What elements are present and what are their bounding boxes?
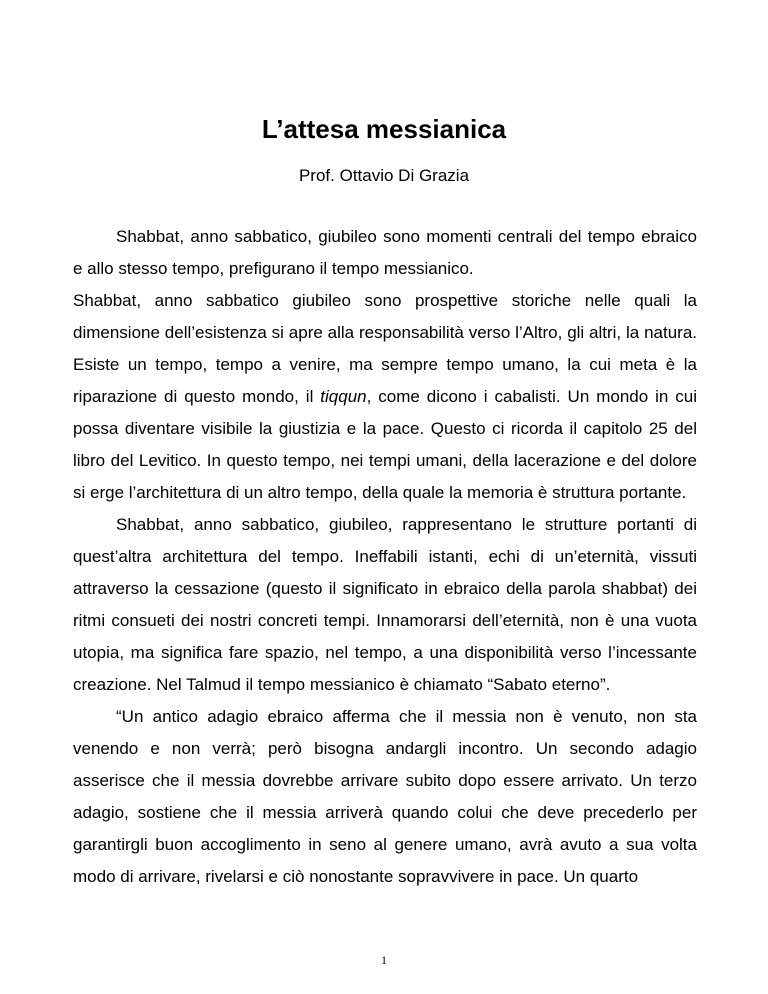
document-body [73,221,697,893]
paragraph-2-italic-term: tiqqun [320,387,367,406]
paragraph-1 [73,221,697,285]
author-line: Prof. Ottavio Di Grazia [298,166,470,185]
page-number: 1 [381,953,387,967]
paragraph-1-text: Shabbat, anno sabbatico, giubileo sono momenti centrali del tempo ebraico e allo stesso tempo, prefigurano il tempo messianico. [73,227,697,278]
paragraph-3 [73,509,697,701]
paragraph-2-text-end: , come dicono i cabalisti. Un mondo in cui possa diventare visibile la giustizia e la pace. Questo ci ricorda il capitolo 25 del libro del Levitico. In questo tempo, nei tempi umani, della lacerazione e del dolore si erge l’architettura di un altro tempo, della quale la memoria è struttura portante. [73,387,698,502]
paragraph-4-text: “Un antico adagio ebraico afferma che il messia non è venuto, non sta venendo e non verrà; però bisogna andargli incontro. Un secondo adagio asserisce che il messia dovrebbe arrivare subito dopo essere arrivato. Un terzo adagio, sostiene che il messia arriverà quando colui che deve precederlo per garantirgli buon accoglimento in seno al genere umano, avrà avuto a sua volta modo di arrivare, rivelarsi e ciò nonostante sopravvivere in pace. Un quarto [73,707,697,886]
paragraph-3-text: Shabbat, anno sabbatico, giubileo, rappresentano le strutture portanti di quest’altra architettura del tempo. Ineffabili istanti, echi di un’eternità, vissuti attraverso la cessazione (questo il significato in ebraico della parola shabbat) dei ritmi consueti dei nostri concreti tempi. Innamorarsi dell’eternità, non è una vuota utopia, ma significa fare spazio, nel tempo, a una disponibilità verso l’incessante creazione. Nel Talmud il tempo messianico è chiamato “Sabato eterno”. [73,515,697,694]
paragraph-4 [73,701,697,893]
page-title: L’attesa messianica [261,114,507,144]
paragraph-2 [73,285,697,509]
paragraph-2-text-start: Shabbat, anno sabbatico giubileo sono prospettive storiche nelle quali la dimensione dell’esistenza si apre alla responsabilità verso l’Altro, gli altri, la natura. Esiste un tempo, tempo a venire, ma sempre tempo umano, la cui meta è la riparazione di questo mondo, il [73,291,697,406]
